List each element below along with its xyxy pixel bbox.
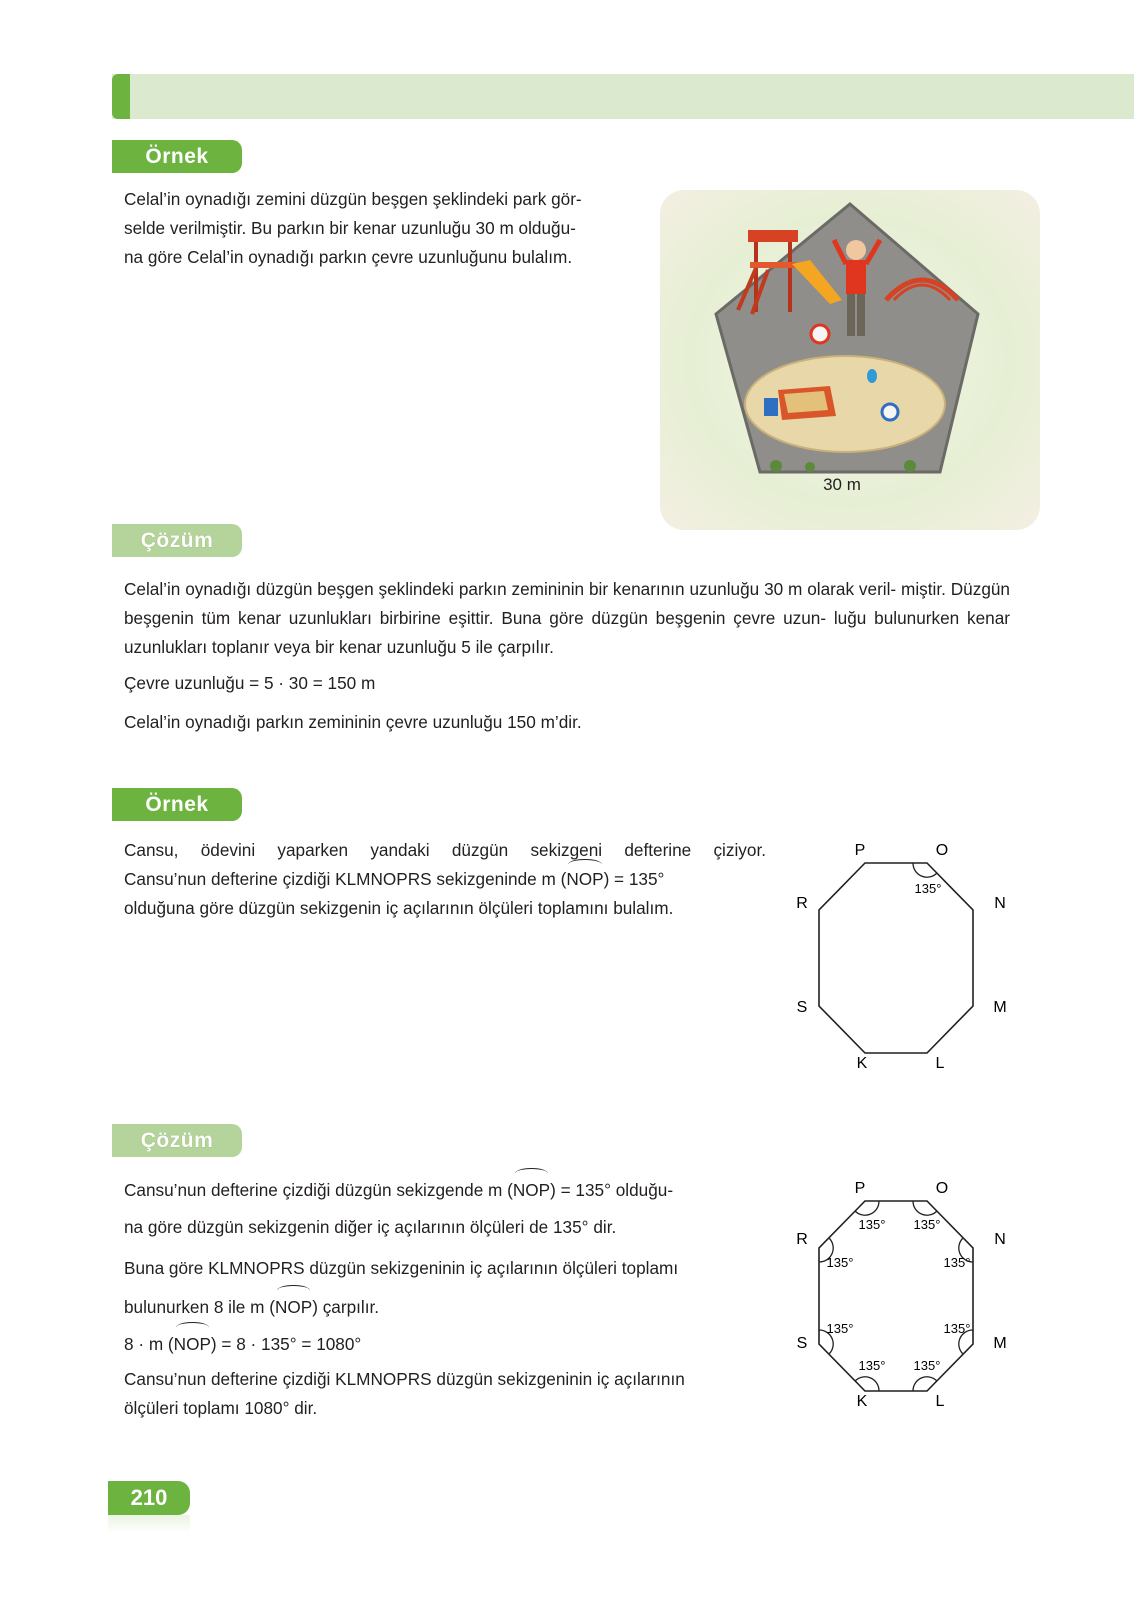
angle-label: 135°	[826, 1321, 854, 1336]
solution-1-paragraph: Celal’in oynadığı düzgün beşgen şeklindeki parkın zemininin bir kenarının uzunluğu 30 m olarak veril- miştir. Düzgün beşgenin tüm kenar uzunlukları birbirine eşittir. Buna göre düzgün beşgenin çevre uzun- luğu bulunurken kenar uzunlukları toplanır veya bir kenar uzunluğu 5 ile çarpılır.	[124, 579, 1010, 657]
solution-2-line: Buna göre KLMNOPRS düzgün sekizgeninin iç açılarının ölçüleri toplamı	[124, 1258, 679, 1278]
example-1-line: selde verilmiştir. Bu parkın bir kenar uzunluğu 30 m olduğu-	[124, 218, 576, 238]
vertex-k: K	[856, 1055, 868, 1072]
example-2-line: olduğuna göre düzgün sekizgenin iç açılarının ölçüleri toplamını bulalım.	[124, 898, 674, 918]
child	[846, 240, 866, 260]
angle-nop: NOP	[174, 1328, 211, 1361]
angle-label: 135°	[913, 1358, 941, 1373]
solution-2-line: Cansu’nun defterine çizdiği KLMNOPRS düzgün sekizgeninin iç açılarının	[124, 1369, 685, 1389]
example-2-line: Cansu, ödevini yaparken yandaki düzgün sekizgeni defterine çiziyor.	[124, 840, 766, 860]
angle-nop: NOP	[275, 1291, 312, 1324]
solution-label-1: Çözüm	[112, 524, 242, 557]
bucket	[764, 398, 778, 416]
example-1-line: na göre Celal’in oynadığı parkın çevre uzunluğunu bulalım.	[124, 247, 573, 267]
angle-label: 135°	[913, 1217, 941, 1232]
vertex-m: M	[993, 1335, 1007, 1352]
angle-label: 135°	[943, 1321, 971, 1336]
vertex-m: M	[993, 999, 1007, 1016]
angle-label: 135°	[914, 881, 942, 896]
angle-label: 135°	[943, 1255, 971, 1270]
solution-2-line: Cansu’nun defterine çizdiği düzgün sekizgende m (NOP) = 135° olduğu-	[124, 1174, 766, 1207]
vertex-n: N	[994, 1231, 1006, 1248]
vertex-l: L	[935, 1393, 945, 1410]
angle-label: 135°	[826, 1255, 854, 1270]
angle-nop: NOP	[513, 1174, 550, 1207]
octagon-diagram-2	[792, 1178, 1032, 1428]
vertex-r: R	[796, 1231, 808, 1248]
example-2-line: Cansu’nun defterine çizdiği KLMNOPRS sekizgeninde m (NOP) = 135°	[124, 865, 766, 894]
angle-label: 135°	[858, 1358, 886, 1373]
ball	[882, 404, 898, 420]
octagon-shape	[819, 863, 973, 1053]
tower-roof	[748, 230, 798, 242]
ball	[811, 325, 829, 343]
example-2-text	[124, 836, 766, 923]
solution-2-line: 8 · m (NOP) = 8 · 135° = 1080°	[124, 1328, 766, 1361]
octagon-shape	[819, 1201, 973, 1391]
angle-nop: NOP	[566, 865, 603, 894]
vertex-s: S	[796, 999, 808, 1016]
solution-1-formula: Çevre uzunluğu = 5 · 30 = 150 m	[124, 673, 376, 693]
vertex-p: P	[854, 842, 866, 859]
octagon-diagram-1	[792, 840, 1032, 1090]
solution-1-conclusion: Celal’in oynadığı parkın zemininin çevre uzunluğu 150 m’dir.	[124, 712, 582, 732]
solution-2-text	[124, 1174, 766, 1423]
header-bar	[112, 74, 1134, 119]
solution-2-line: bulunurken 8 ile m (NOP) çarpılır.	[124, 1291, 766, 1324]
page-number: 210	[108, 1481, 190, 1515]
vertex-k: K	[856, 1393, 868, 1410]
vertex-n: N	[994, 895, 1006, 912]
example-label-1: Örnek	[112, 140, 242, 173]
solution-2-line: ölçüleri toplamı 1080° dir.	[124, 1398, 318, 1418]
vertex-s: S	[796, 1335, 808, 1352]
angle-label: 135°	[858, 1217, 886, 1232]
solution-2-line: na göre düzgün sekizgenin diğer iç açılarının ölçüleri de 135° dir.	[124, 1217, 617, 1237]
park-illustration	[660, 190, 1040, 530]
example-1-text	[124, 185, 644, 272]
vertex-r: R	[796, 895, 808, 912]
example-label-2: Örnek	[112, 788, 242, 821]
vertex-o: O	[935, 1180, 949, 1197]
header-tab	[112, 74, 130, 119]
side-length-label: 30 m	[823, 475, 861, 494]
vertex-o: O	[935, 842, 949, 859]
vertex-p: P	[854, 1180, 866, 1197]
solution-label-2: Çözüm	[112, 1124, 242, 1157]
example-1-line: Celal’in oynadığı zemini düzgün beşgen şeklindeki park gör-	[124, 189, 582, 209]
vertex-l: L	[935, 1055, 945, 1072]
solution-1-text	[124, 575, 1010, 662]
